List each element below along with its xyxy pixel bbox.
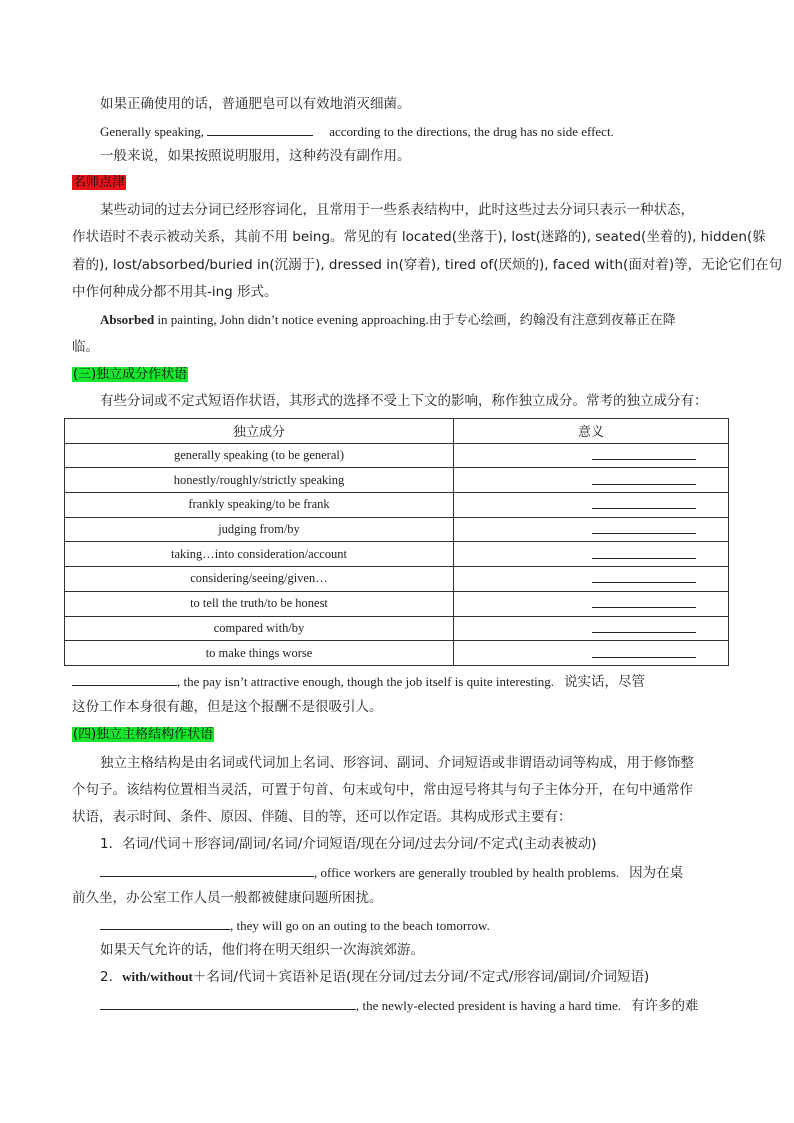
phrase-cell: compared with/by — [65, 616, 454, 641]
tip-heading — [72, 173, 732, 192]
section-4-line-1: 独立主格结构是由名词或代词加上名词、形容词、副词、介词短语或非谓语动词等构成，用于修饰整 — [100, 755, 694, 771]
answer-blank[interactable] — [592, 645, 696, 658]
example-rest: in painting, John didn’t notice evening approaching.由于专心绘画，约翰没有注意到夜幕正在降 — [154, 312, 676, 327]
meaning-cell — [454, 616, 729, 641]
phrase-table — [64, 418, 729, 666]
tip-para-line-2: 作状语时不表示被动关系，其前不用 being。常见的有 located(坐落于), lost(迷路的), seated(坐着的), hidden(躲 — [72, 229, 766, 245]
answer-blank[interactable] — [100, 995, 356, 1010]
tip-para-line-3: 着的), lost/absorbed/buried in(沉溺于), dressed in(穿着), tired of(厌烦的), faced with(面对着)等，无论它们在句 — [72, 257, 783, 273]
answer-blank[interactable] — [72, 671, 177, 686]
section-3-heading — [72, 365, 732, 384]
phrase-cell: frankly speaking/to be frank — [65, 493, 454, 518]
item-1-example — [72, 862, 760, 882]
answer-blank[interactable] — [100, 862, 314, 877]
tip-tag: 名师点津 — [73, 175, 126, 190]
sentence-cn-1: 如果正确使用的话，普通肥皂可以有效地消灭细菌。 — [100, 96, 411, 112]
answer-blank[interactable] — [592, 620, 696, 633]
answer-blank[interactable] — [592, 595, 696, 608]
example-3-en: , the pay isn’t attractive enough, though the job itself is quite interesting. — [177, 674, 555, 689]
table-row — [65, 493, 729, 518]
phrase-cell: considering/seeing/given… — [65, 567, 454, 592]
item-2-bold: with/without — [122, 969, 193, 984]
answer-blank[interactable] — [592, 447, 696, 460]
example-bold-word: Absorbed — [100, 312, 155, 327]
table-row — [65, 542, 729, 567]
section-4-line-2: 个句子。该结构位置相当灵活，可置于句首、句末或句中，常由逗号将其与句子主体分开，在句中通常作 — [72, 782, 693, 798]
table-row — [65, 641, 729, 666]
table-row — [65, 616, 729, 641]
item-1-example-cont: 前久坐，办公室工作人员一般都被健康问题所困扰。 — [72, 890, 383, 906]
meaning-cell — [454, 443, 729, 468]
meaning-cell — [454, 542, 729, 567]
sentence-en-2-start: Generally speaking, — [100, 124, 208, 139]
table-row — [65, 443, 729, 468]
phrase-cell: judging from/by — [65, 517, 454, 542]
example-cont: 临。 — [72, 339, 99, 355]
example-sentence — [72, 311, 760, 329]
sentence-en-2-end: according to the directions, the drug has no side effect. — [329, 124, 614, 139]
tip-para-line-1: 某些动词的过去分词已经形容词化，且常用于一些系表结构中，此时这些过去分词只表示一种状态， — [100, 202, 694, 218]
answer-blank[interactable] — [592, 472, 696, 485]
example-3-cont: 这份工作本身很有趣，但是这个报酬不是很吸引人。 — [72, 699, 383, 715]
section-3-intro: 有些分词或不定式短语作状语，其形式的选择不受上下文的影响，称作独立成分。常考的独立成分有： — [100, 393, 708, 409]
answer-blank[interactable] — [592, 521, 696, 534]
table-header-meaning: 意义 — [454, 419, 729, 444]
item-1-example-en: , office workers are generally troubled by health problems. — [314, 865, 620, 880]
meaning-cell — [454, 641, 729, 666]
item-2-rest: ＋名词/代词＋宾语补足语(现在分词/过去分词/不定式/形容词/副词/介词短语) — [192, 969, 650, 985]
answer-blank[interactable] — [100, 915, 230, 930]
meaning-cell — [454, 493, 729, 518]
section-4-heading — [72, 725, 732, 744]
item-1-example-2 — [72, 915, 760, 935]
table-header-row — [65, 419, 729, 444]
table-row — [65, 468, 729, 493]
item-2-example-cn: 有许多的难 — [630, 998, 699, 1014]
item-2-example — [72, 995, 760, 1015]
answer-blank[interactable] — [592, 546, 696, 559]
example-3 — [72, 671, 732, 691]
table-row — [65, 591, 729, 616]
phrase-cell: generally speaking (to be general) — [65, 443, 454, 468]
meaning-cell — [454, 567, 729, 592]
table-row — [65, 567, 729, 592]
tip-para-line-4: 中作何种成分都不用其-ing 形式。 — [72, 284, 278, 300]
answer-blank[interactable] — [592, 570, 696, 583]
section-4-line-3: 状语，表示时间、条件、原因、伴随、目的等，还可以作定语。其构成形式主要有： — [72, 809, 572, 825]
example-3-cn: 说实话，尽管 — [564, 674, 646, 690]
item-1-example-2-en: , they will go on an outing to the beach tomorrow. — [230, 918, 490, 933]
item-2-number: 2． — [100, 969, 123, 985]
item-1-example-2-cn: 如果天气允许的话，他们将在明天组织一次海滨郊游。 — [100, 942, 424, 958]
section-4-tag: (四)独立主格结构作状语 — [73, 727, 214, 742]
phrase-cell: taking…into consideration/account — [65, 542, 454, 567]
item-2-title — [72, 968, 760, 986]
answer-blank[interactable] — [207, 121, 313, 136]
phrase-cell: to tell the truth/to be honest — [65, 591, 454, 616]
table-header-phrase: 独立成分 — [65, 419, 454, 444]
sentence-cn-3: 一般来说，如果按照说明服用，这种药没有副作用。 — [100, 148, 411, 164]
item-1-title: 1．名词/代词＋形容词/副词/名词/介词短语/现在分词/过去分词/不定式(主动表被动) — [100, 836, 597, 852]
item-2-example-en: , the newly-elected president is having a hard time. — [356, 998, 621, 1013]
meaning-cell — [454, 517, 729, 542]
meaning-cell — [454, 591, 729, 616]
phrase-cell: honestly/roughly/strictly speaking — [65, 468, 454, 493]
phrase-cell: to make things worse — [65, 641, 454, 666]
sentence-en-2 — [72, 121, 760, 141]
section-3-tag: (三)独立成分作状语 — [73, 367, 188, 382]
table-row — [65, 517, 729, 542]
meaning-cell — [454, 468, 729, 493]
answer-blank[interactable] — [592, 496, 696, 509]
item-1-example-cn: 因为在桌 — [629, 865, 684, 881]
